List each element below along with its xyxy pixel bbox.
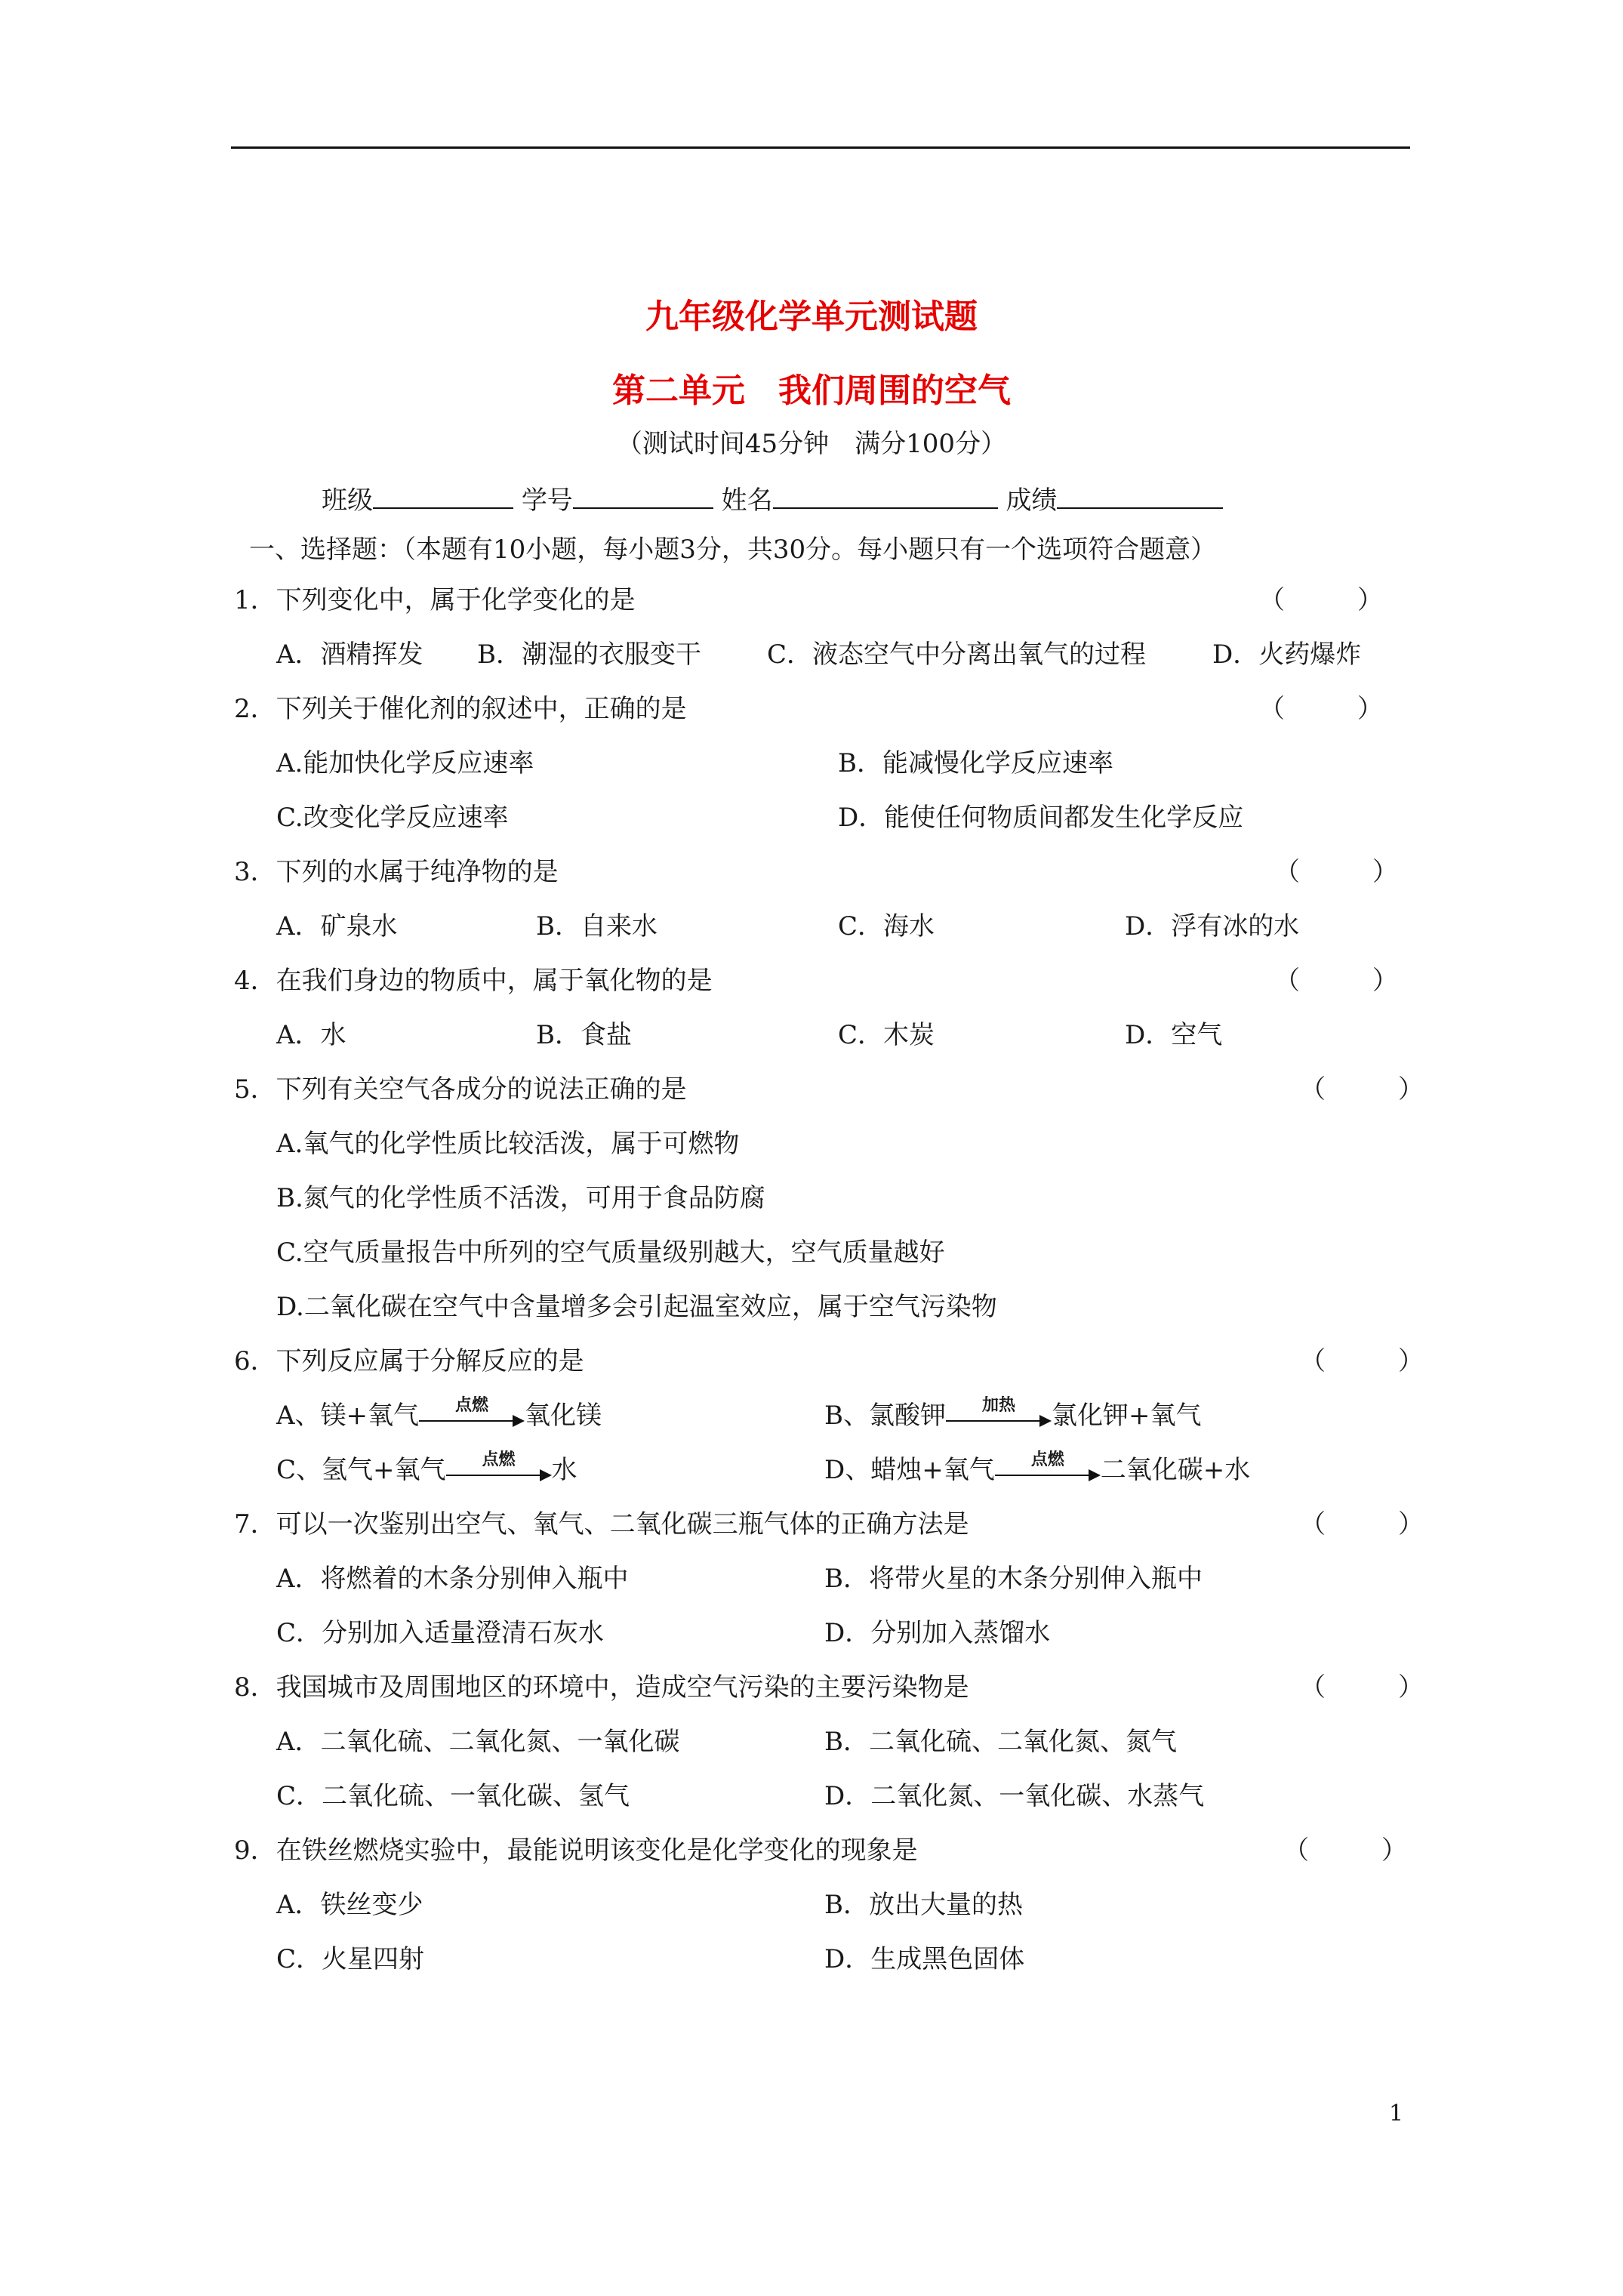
q6-c-products: 水 [551,1455,577,1485]
q2-option-a: A.能加快化学反应速率 [276,748,534,778]
reaction-arrow-icon [446,1450,552,1487]
q8-option-b: B．二氧化硫、二氧化氮、氮气 [824,1727,1177,1757]
header-rule [231,146,1410,149]
q5-option-a: A.氧气的化学性质比较活泼，属于可燃物 [276,1129,740,1159]
q6-answer-paren[interactable]: （ ） [1300,1346,1424,1376]
score-label: 成绩 [1006,485,1058,516]
q3-option-c: C．海水 [838,911,935,942]
q2-stem: 2．下列关于催化剂的叙述中，正确的是 [234,694,687,724]
q3-option-d: D．浮有冰的水 [1125,911,1300,942]
q4-stem: 4．在我们身边的物质中，属于氧化物的是 [234,966,713,996]
q5-answer-paren[interactable]: （ ） [1300,1074,1424,1105]
q4-option-d: D．空气 [1125,1020,1223,1050]
q6-stem: 6．下列反应属于分解反应的是 [234,1346,584,1376]
name-label: 姓名 [721,485,773,516]
q6-b-condition: 加热 [981,1395,1015,1415]
section-heading: 一、选择题：（本题有10小题，每小题3分，共30分。每小题只有一个选项符合题意） [249,535,1217,565]
q8-stem: 8．我国城市及周围地区的环境中，造成空气污染的主要污染物是 [234,1672,969,1703]
name-blank[interactable] [773,479,998,509]
q8-answer-paren[interactable]: （ ） [1300,1672,1424,1703]
q3-answer-paren[interactable]: （ ） [1274,857,1398,887]
q4-option-a: A．水 [276,1020,346,1050]
q1-stem: 1．下列变化中，属于化学变化的是 [234,585,636,615]
q6-b-reactants: B、氯酸钾 [824,1401,946,1431]
q8-option-c: C．二氧化硫、一氧化碳、氢气 [276,1781,630,1811]
q3-stem: 3．下列的水属于纯净物的是 [234,857,559,887]
q5-option-b: B.氮气的化学性质不活泼，可用于食品防腐 [276,1183,765,1213]
q7-option-d: D．分别加入蒸馏水 [824,1618,1051,1648]
q6-d-reactants: D、蜡烛+氧气 [824,1455,995,1485]
student-no-label: 学号 [521,485,573,516]
q4-option-c: C．木炭 [838,1020,935,1050]
q7-option-c: C．分别加入适量澄清石灰水 [276,1618,605,1648]
exam-title: 九年级化学单元测试题 [645,297,978,336]
q6-d-products: 二氧化碳+水 [1100,1455,1251,1485]
q7-option-a: A．将燃着的木条分别伸入瓶中 [276,1564,629,1594]
score-blank[interactable] [1057,479,1223,509]
q7-answer-paren[interactable]: （ ） [1300,1509,1424,1539]
q5-stem: 5．下列有关空气各成分的说法正确的是 [234,1074,687,1105]
q6-c-reactants: C、氢气+氧气 [276,1455,446,1485]
q6-a-reactants: A、镁+氧气 [276,1401,420,1431]
q6-option-b [824,1397,1202,1435]
unit-title: 第二单元 我们周围的空气 [612,371,1011,410]
q4-answer-paren[interactable]: （ ） [1274,966,1398,996]
q2-option-c: C.改变化学反应速率 [276,803,509,833]
reaction-arrow-icon [946,1395,1052,1432]
student-info-row [322,479,1223,519]
q6-option-a [276,1397,602,1435]
q7-option-b: B．将带火星的木条分别伸入瓶中 [824,1564,1203,1594]
q6-c-condition: 点燃 [482,1450,516,1469]
q6-a-products: 氧化镁 [525,1401,602,1431]
q9-option-c: C．火星四射 [276,1944,425,1974]
q2-option-b: B．能减慢化学反应速率 [838,748,1113,778]
q9-option-d: D．生成黑色固体 [824,1944,1025,1974]
q6-option-c [276,1451,577,1489]
q4-option-b: B．食盐 [536,1020,632,1050]
q2-answer-paren[interactable]: （ ） [1259,694,1383,724]
q8-option-d: D．二氧化氮、一氧化碳、水蒸气 [824,1781,1205,1811]
q8-option-a: A．二氧化硫、二氧化氮、一氧化碳 [276,1727,680,1757]
q9-answer-paren[interactable]: （ ） [1283,1835,1407,1866]
student-no-blank[interactable] [573,479,713,509]
q6-option-d [824,1451,1250,1489]
page-number: 1 [1389,2100,1404,2127]
q1-option-a: A．酒精挥发 [276,639,423,670]
q2-option-d: D．能使任何物质间都发生化学反应 [838,803,1244,833]
q9-option-a: A．铁丝变少 [276,1890,423,1920]
q1-answer-paren[interactable]: （ ） [1259,585,1383,615]
q5-option-d: D.二氧化碳在空气中含量增多会引起温室效应，属于空气污染物 [276,1292,997,1322]
q3-option-b: B．自来水 [536,911,658,942]
q1-option-d: D．火药爆炸 [1212,639,1362,670]
q3-option-a: A．矿泉水 [276,911,398,942]
q6-b-products: 氯化钾+氧气 [1052,1401,1202,1431]
q9-option-b: B．放出大量的热 [824,1890,1023,1920]
q6-d-condition: 点燃 [1030,1450,1064,1469]
q1-option-b: B．潮湿的衣服变干 [477,639,701,670]
class-label: 班级 [322,485,373,516]
class-blank[interactable] [373,479,513,509]
test-info: （测试时间45分钟 满分100分） [616,429,1007,459]
q9-stem: 9．在铁丝燃烧实验中，最能说明该变化是化学变化的现象是 [234,1835,918,1866]
q5-option-c: C.空气质量报告中所列的空气质量级别越大，空气质量越好 [276,1237,945,1268]
q7-stem: 7．可以一次鉴别出空气、氧气、二氧化碳三瓶气体的正确方法是 [234,1509,969,1539]
q6-a-condition: 点燃 [455,1395,489,1415]
reaction-arrow-icon [419,1395,525,1432]
q1-option-c: C．液态空气中分离出氧气的过程 [767,639,1147,670]
reaction-arrow-icon [995,1450,1101,1487]
